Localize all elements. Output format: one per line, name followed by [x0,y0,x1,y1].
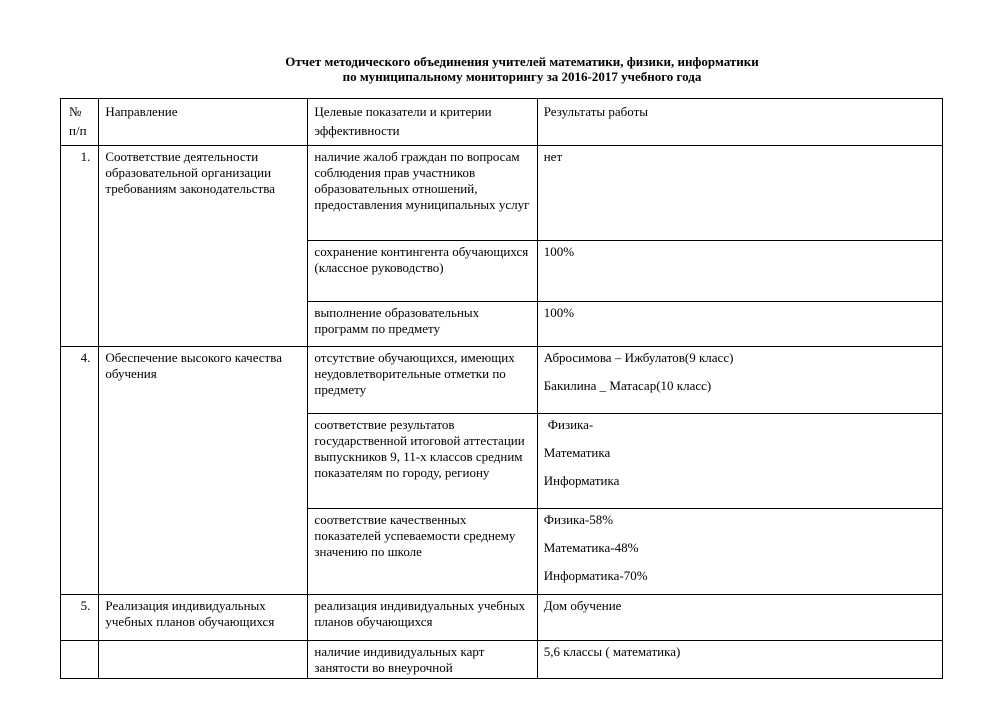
row-number [61,641,99,679]
direction-cell: Реализация индивидуальных учебных планов обучающихся [99,595,308,641]
results-cell [537,302,942,347]
document-title-line1: Отчет методического объединения учителей математики, физики, информатики [285,54,759,69]
result-line: Информатика [543,473,620,488]
criteria-cell: соответствие качественных показателей успеваемости среднему значению по школе [308,509,537,595]
criteria-cell: реализация индивидуальных учебных планов обучающихся [308,595,537,641]
result-line: Математика [543,445,611,460]
criteria-cell: наличие индивидуальных карт занятости во внеурочной [308,641,537,679]
row-number: 1. [61,146,99,347]
direction-cell [99,641,308,679]
report-table [60,98,943,679]
table-row [61,595,943,641]
result-line: Бакилина _ Матасар(10 класс) [543,378,712,393]
result-line: 5,6 классы ( математика) [543,644,681,659]
result-line: Дом обучение [543,598,622,613]
criteria-cell: выполнение образовательных программ по предмету [308,302,537,347]
table-row [61,146,943,241]
results-cell [537,595,942,641]
header-num-symbol: № [69,104,82,119]
table-header-row [61,99,943,146]
criteria-cell: соответствие результатов государственной итоговой аттестации выпускников 9, 11-х классов средним показателям по городу, региону [308,414,537,509]
results-cell [537,347,942,414]
result-line: Физика- [547,417,594,432]
document-title-line2: по муниципальному мониторингу за 2016-2017 учебного года [342,69,702,84]
result-line: 100% [543,305,575,320]
results-cell [537,241,942,302]
results-cell [537,641,942,679]
header-results: Результаты работы [537,99,942,146]
criteria-cell: отсутствие обучающихся, имеющих неудовлетворительные отметки по предмету [308,347,537,414]
direction-cell: Соответствие деятельности образовательной организации требованиям законодательства [99,146,308,347]
result-line: Физика-58% [543,512,614,527]
results-cell [537,509,942,595]
result-line: Абросимова – Ижбулатов(9 класс) [543,350,734,365]
result-line: Математика-48% [543,540,639,555]
criteria-cell: наличие жалоб граждан по вопросам соблюдения прав участников образовательных отношений, предоставления муниципальных услуг [308,146,537,241]
header-criteria: Целевые показатели и критерии эффективности [308,99,537,146]
direction-cell: Обеспечение высокого качества обучения [99,347,308,595]
row-number: 4. [61,347,99,595]
result-line: 100% [543,244,575,259]
results-cell [537,146,942,241]
row-number: 5. [61,595,99,641]
table-row [61,347,943,414]
header-direction: Направление [99,99,308,146]
header-num [61,99,99,146]
result-line: нет [543,149,563,164]
header-num-abbr: п/п [69,123,87,138]
result-line: Информатика-70% [543,568,648,583]
criteria-cell: сохранение контингента обучающихся (классное руководство) [308,241,537,302]
results-cell [537,414,942,509]
table-row [61,641,943,679]
